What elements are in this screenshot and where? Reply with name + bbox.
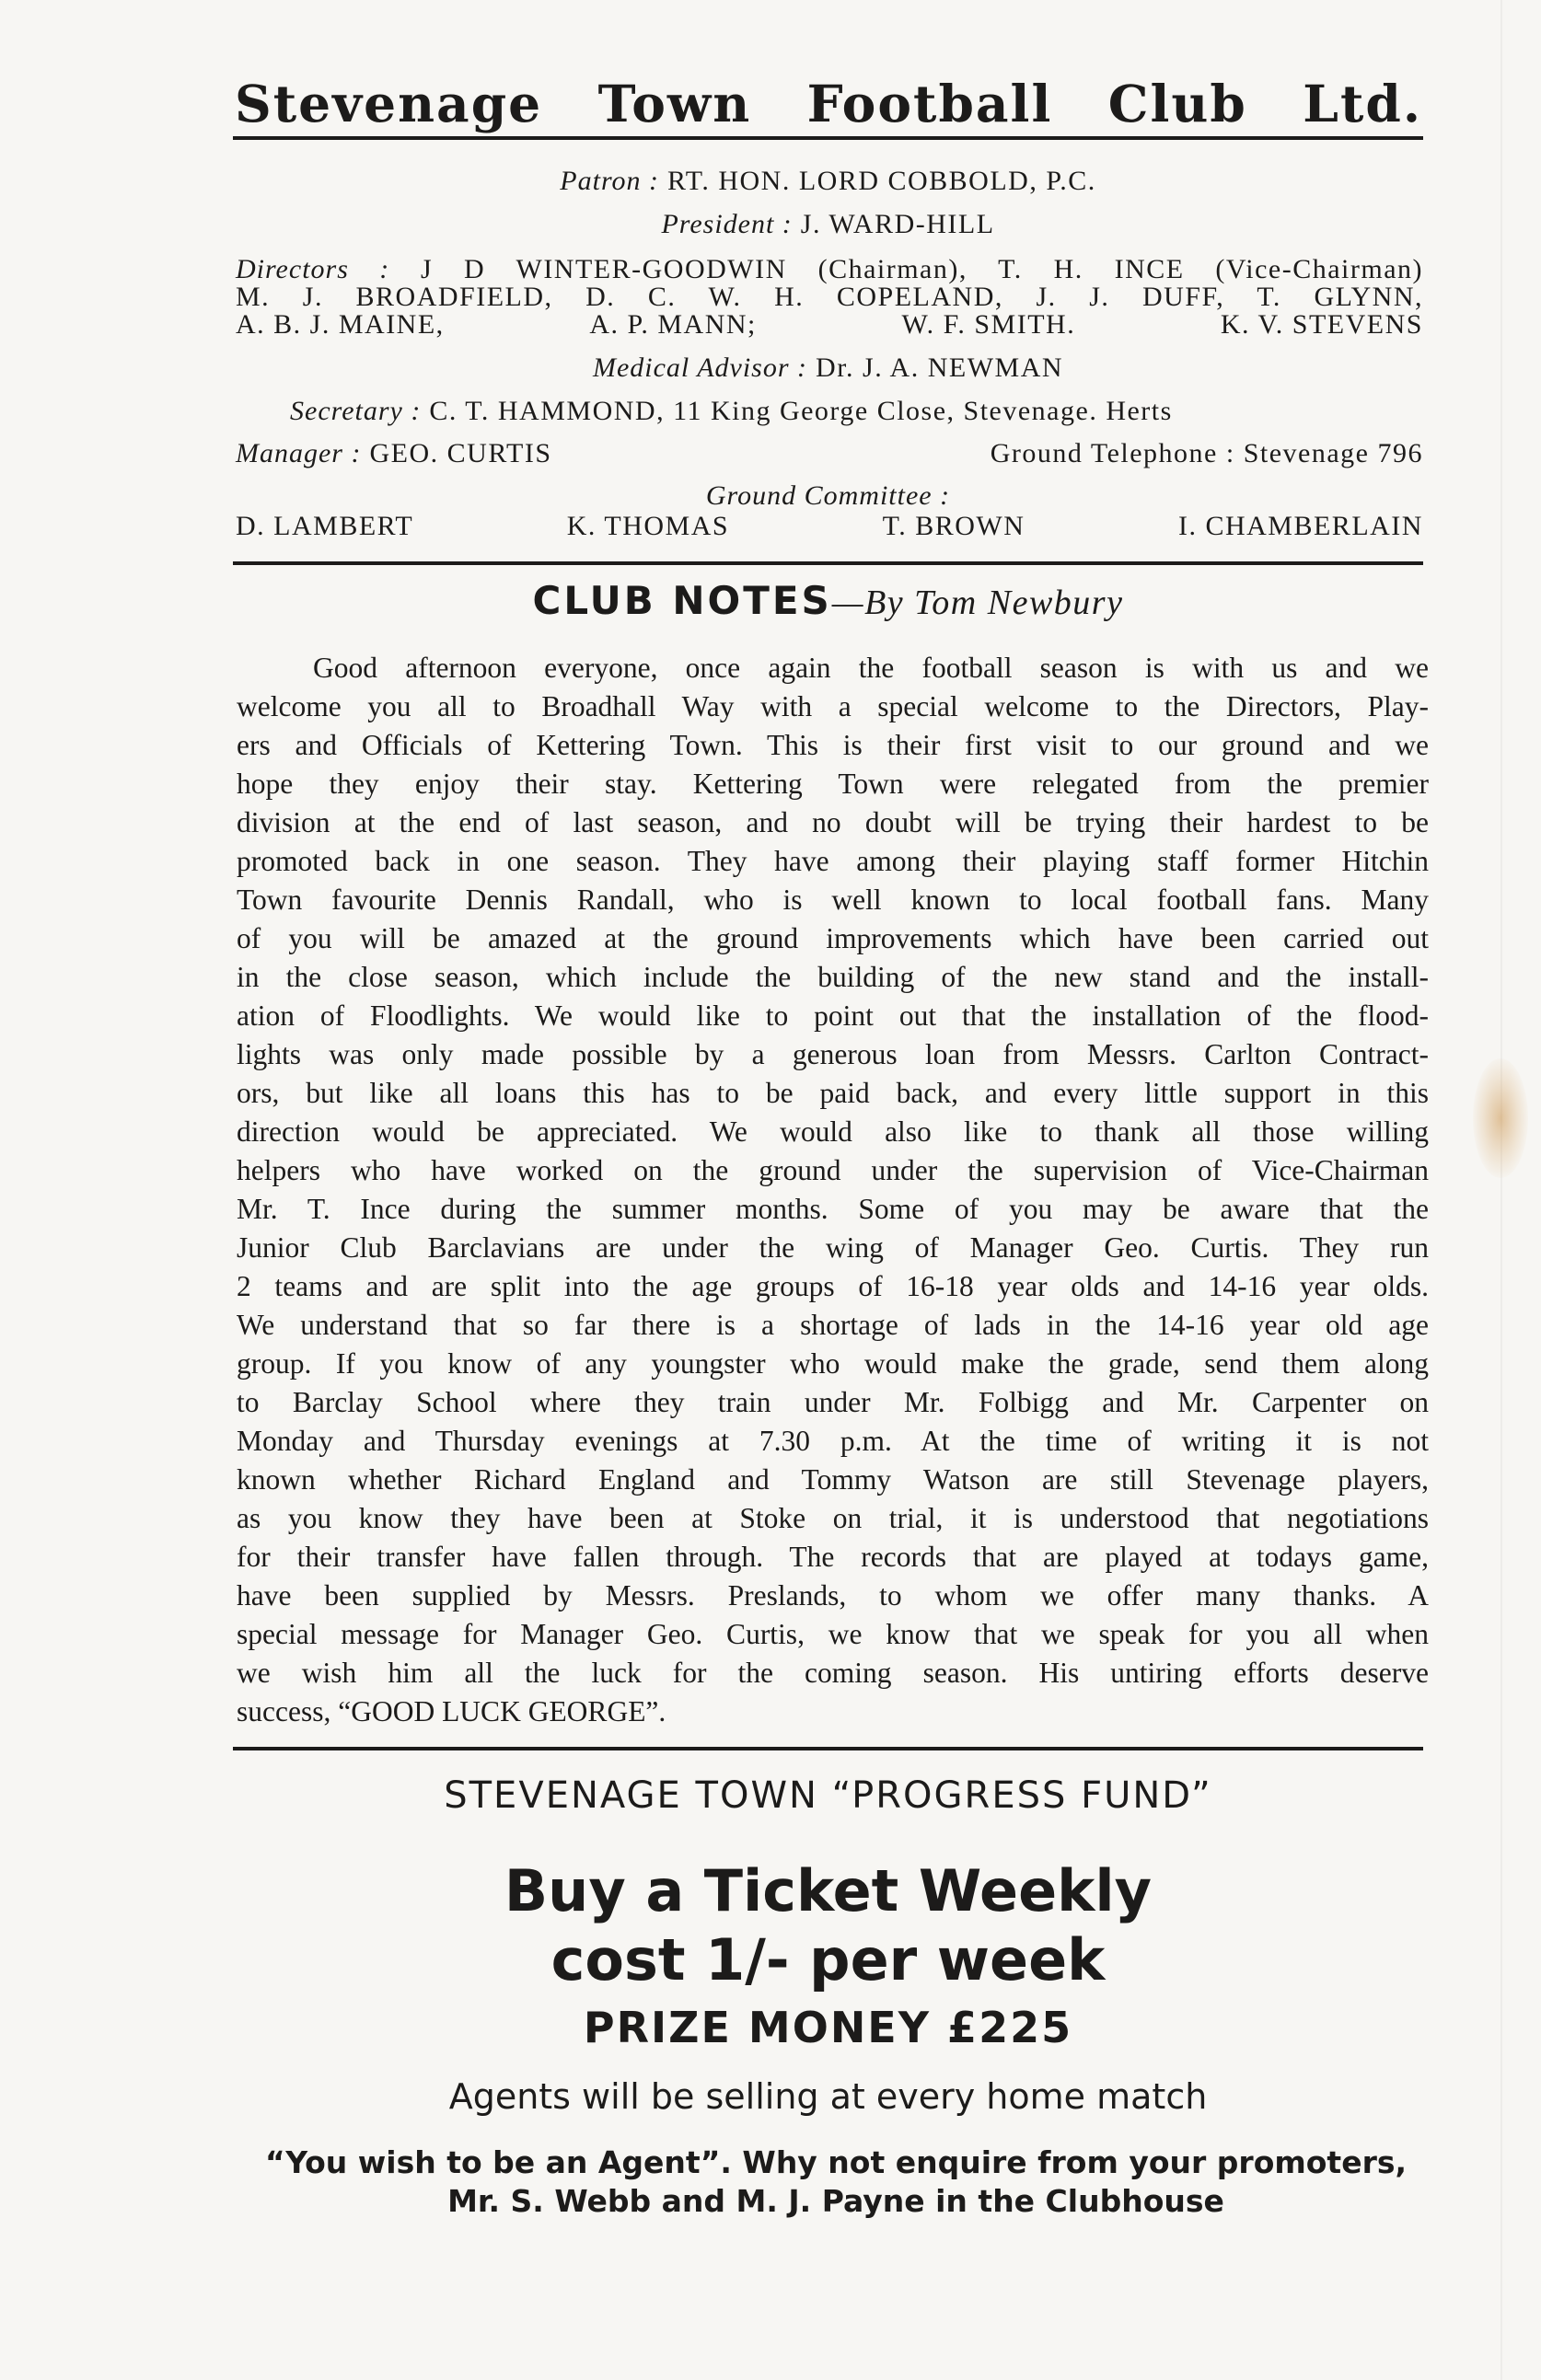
notes-line: division at the end of last season, and no doubt will be trying their hardest to be	[237, 806, 1429, 838]
medical-advisor-line	[233, 352, 1423, 384]
president-label: President :	[661, 209, 793, 239]
notes-line: we wish him all the luck for the coming season. His untiring efforts deserve	[237, 1657, 1429, 1689]
club-notes-byline: —By Tom Newbury	[831, 583, 1124, 622]
secretary-line	[290, 396, 1173, 427]
page-crease	[1500, 0, 1502, 2380]
agents-notice: Agents will be selling at every home match	[448, 2076, 1208, 2117]
notes-line: lights was only made possible by a generous loan from Messrs. Carlton Contract-	[237, 1038, 1429, 1070]
notes-line: Good afternoon everyone, once again the football season is with us and we	[313, 652, 1429, 684]
notes-line: 2 teams and are split into the age groups of 16-18 year olds and 14-16 year olds.	[237, 1270, 1429, 1302]
directors-line-1-text: J D WINTER-GOODWIN (Chairman), T. H. INCE (Vice-Chairman)	[421, 254, 1423, 284]
header-rule	[233, 136, 1423, 140]
ground-committee-members	[236, 511, 1423, 542]
president-value: J. WARD-HILL	[800, 209, 995, 239]
notes-line: welcome you all to Broadhall Way with a special welcome to the Directors, Play-	[237, 690, 1429, 722]
director-name: A. P. MANN;	[589, 309, 757, 340]
notes-line: for their transfer have fallen through. The records that are played at todays game,	[237, 1541, 1429, 1573]
manager-value: GEO. CURTIS	[369, 438, 552, 468]
director-name: A. B. J. MAINE,	[236, 309, 445, 340]
manager	[236, 438, 552, 469]
club-notes-title: CLUB NOTES	[532, 578, 832, 623]
committee-member: T. BROWN	[882, 511, 1025, 541]
progress-fund-title: STEVENAGE TOWN “PROGRESS FUND”	[444, 1774, 1212, 1817]
directors-label: Directors :	[236, 254, 390, 284]
director-name: W. F. SMITH.	[901, 309, 1076, 340]
buy-ticket-headline: Buy a Ticket Weekly	[504, 1857, 1153, 1924]
manager-label: Manager :	[236, 438, 362, 468]
notes-line: Town favourite Dennis Randall, who is well known to local football fans. Many	[237, 884, 1429, 916]
notes-line: ors, but like all loans this has to be paid back, and every little support in this	[237, 1077, 1429, 1109]
secretary-value: C. T. HAMMOND, 11 King George Close, Stevenage. Herts	[429, 396, 1173, 426]
notes-line: We understand that so far there is a shortage of lads in the 14-16 year old age	[237, 1309, 1429, 1341]
notes-line: special message for Manager Geo. Curtis, we know that we speak for you all when	[237, 1618, 1429, 1650]
directors-line-2: M. J. BROADFIELD, D. C. W. H. COPELAND, J. J. DUFF, T. GLYNN,	[236, 282, 1423, 312]
notes-line: promoted back in one season. They have among their playing staff former Hitchin	[237, 845, 1429, 877]
notes-line: success, “GOOD LUCK GEORGE”.	[237, 1695, 666, 1727]
notes-line: hope they enjoy their stay. Kettering Town were relegated from the premier	[237, 768, 1429, 800]
notes-line: group. If you know of any youngster who would make the grade, send them along	[237, 1347, 1429, 1380]
notes-line: Monday and Thursday evenings at 7.30 p.m. At the time of writing it is not	[237, 1425, 1429, 1457]
patron-value: RT. HON. LORD COBBOLD, P.C.	[667, 166, 1096, 196]
notes-line: known whether Richard England and Tommy Watson are still Stevenage players,	[237, 1463, 1429, 1496]
directors-line-1	[236, 254, 1423, 285]
directors-line-3	[236, 309, 1423, 341]
section-rule-1	[233, 561, 1423, 565]
committee-member: D. LAMBERT	[236, 511, 414, 541]
committee-member: I. CHAMBERLAIN	[1177, 511, 1423, 541]
patron-label: Patron :	[560, 166, 660, 196]
paper-stain	[1473, 1058, 1528, 1178]
notes-line: to Barclay School where they train under Mr. Folbigg and Mr. Carpenter on	[237, 1386, 1429, 1418]
section-rule-2	[233, 1747, 1423, 1750]
notes-line: of you will be amazed at the ground improvements which have been carried out	[237, 922, 1429, 954]
notes-line: ation of Floodlights. We would like to point out that the installation of the flood-	[237, 999, 1429, 1032]
medical-value: Dr. J. A. NEWMAN	[816, 352, 1064, 383]
notes-line: in the close season, which include the building of the new stand and the install-	[237, 961, 1429, 993]
club-notes-heading	[233, 578, 1423, 623]
notes-line: Mr. T. Ince during the summer months. Some of you may be aware that the	[237, 1193, 1429, 1225]
president-line	[233, 209, 1423, 240]
director-name: K. V. STEVENS	[1220, 309, 1423, 340]
secretary-label: Secretary :	[290, 396, 422, 426]
medical-label: Medical Advisor :	[592, 352, 808, 383]
manager-telephone-line	[236, 438, 1423, 469]
committee-member: K. THOMAS	[566, 511, 730, 541]
prize-money: PRIZE MONEY £225	[583, 2003, 1073, 2052]
notes-line: as you know they have been at Stoke on trial, it is understood that negotiations	[237, 1502, 1429, 1534]
notes-line: have been supplied by Messrs. Preslands, to whom we offer many thanks. A	[237, 1579, 1429, 1612]
promoters-line: Mr. S. Webb and M. J. Payne in the Clubhouse	[447, 2183, 1224, 2219]
notes-line: Junior Club Barclavians are under the wing of Manager Geo. Curtis. They run	[237, 1231, 1429, 1264]
notes-line: ers and Officials of Kettering Town. This is their first visit to our ground and we	[237, 729, 1429, 761]
ticket-cost-headline: cost 1/- per week	[550, 1926, 1106, 1993]
agent-question: “You wish to be an Agent”. Why not enquire from your promoters,	[264, 2144, 1408, 2180]
notes-line: helpers who have worked on the ground under the supervision of Vice-Chairman	[237, 1154, 1429, 1186]
ground-telephone: Ground Telephone : Stevenage 796	[990, 438, 1423, 468]
ground-committee-label: Ground Committee :	[705, 480, 951, 511]
club-name-heading: Stevenage Town Football Club Ltd.	[235, 74, 1422, 133]
patron-line	[233, 166, 1423, 197]
notes-line: direction would be appreciated. We would also like to thank all those willing	[237, 1115, 1429, 1148]
